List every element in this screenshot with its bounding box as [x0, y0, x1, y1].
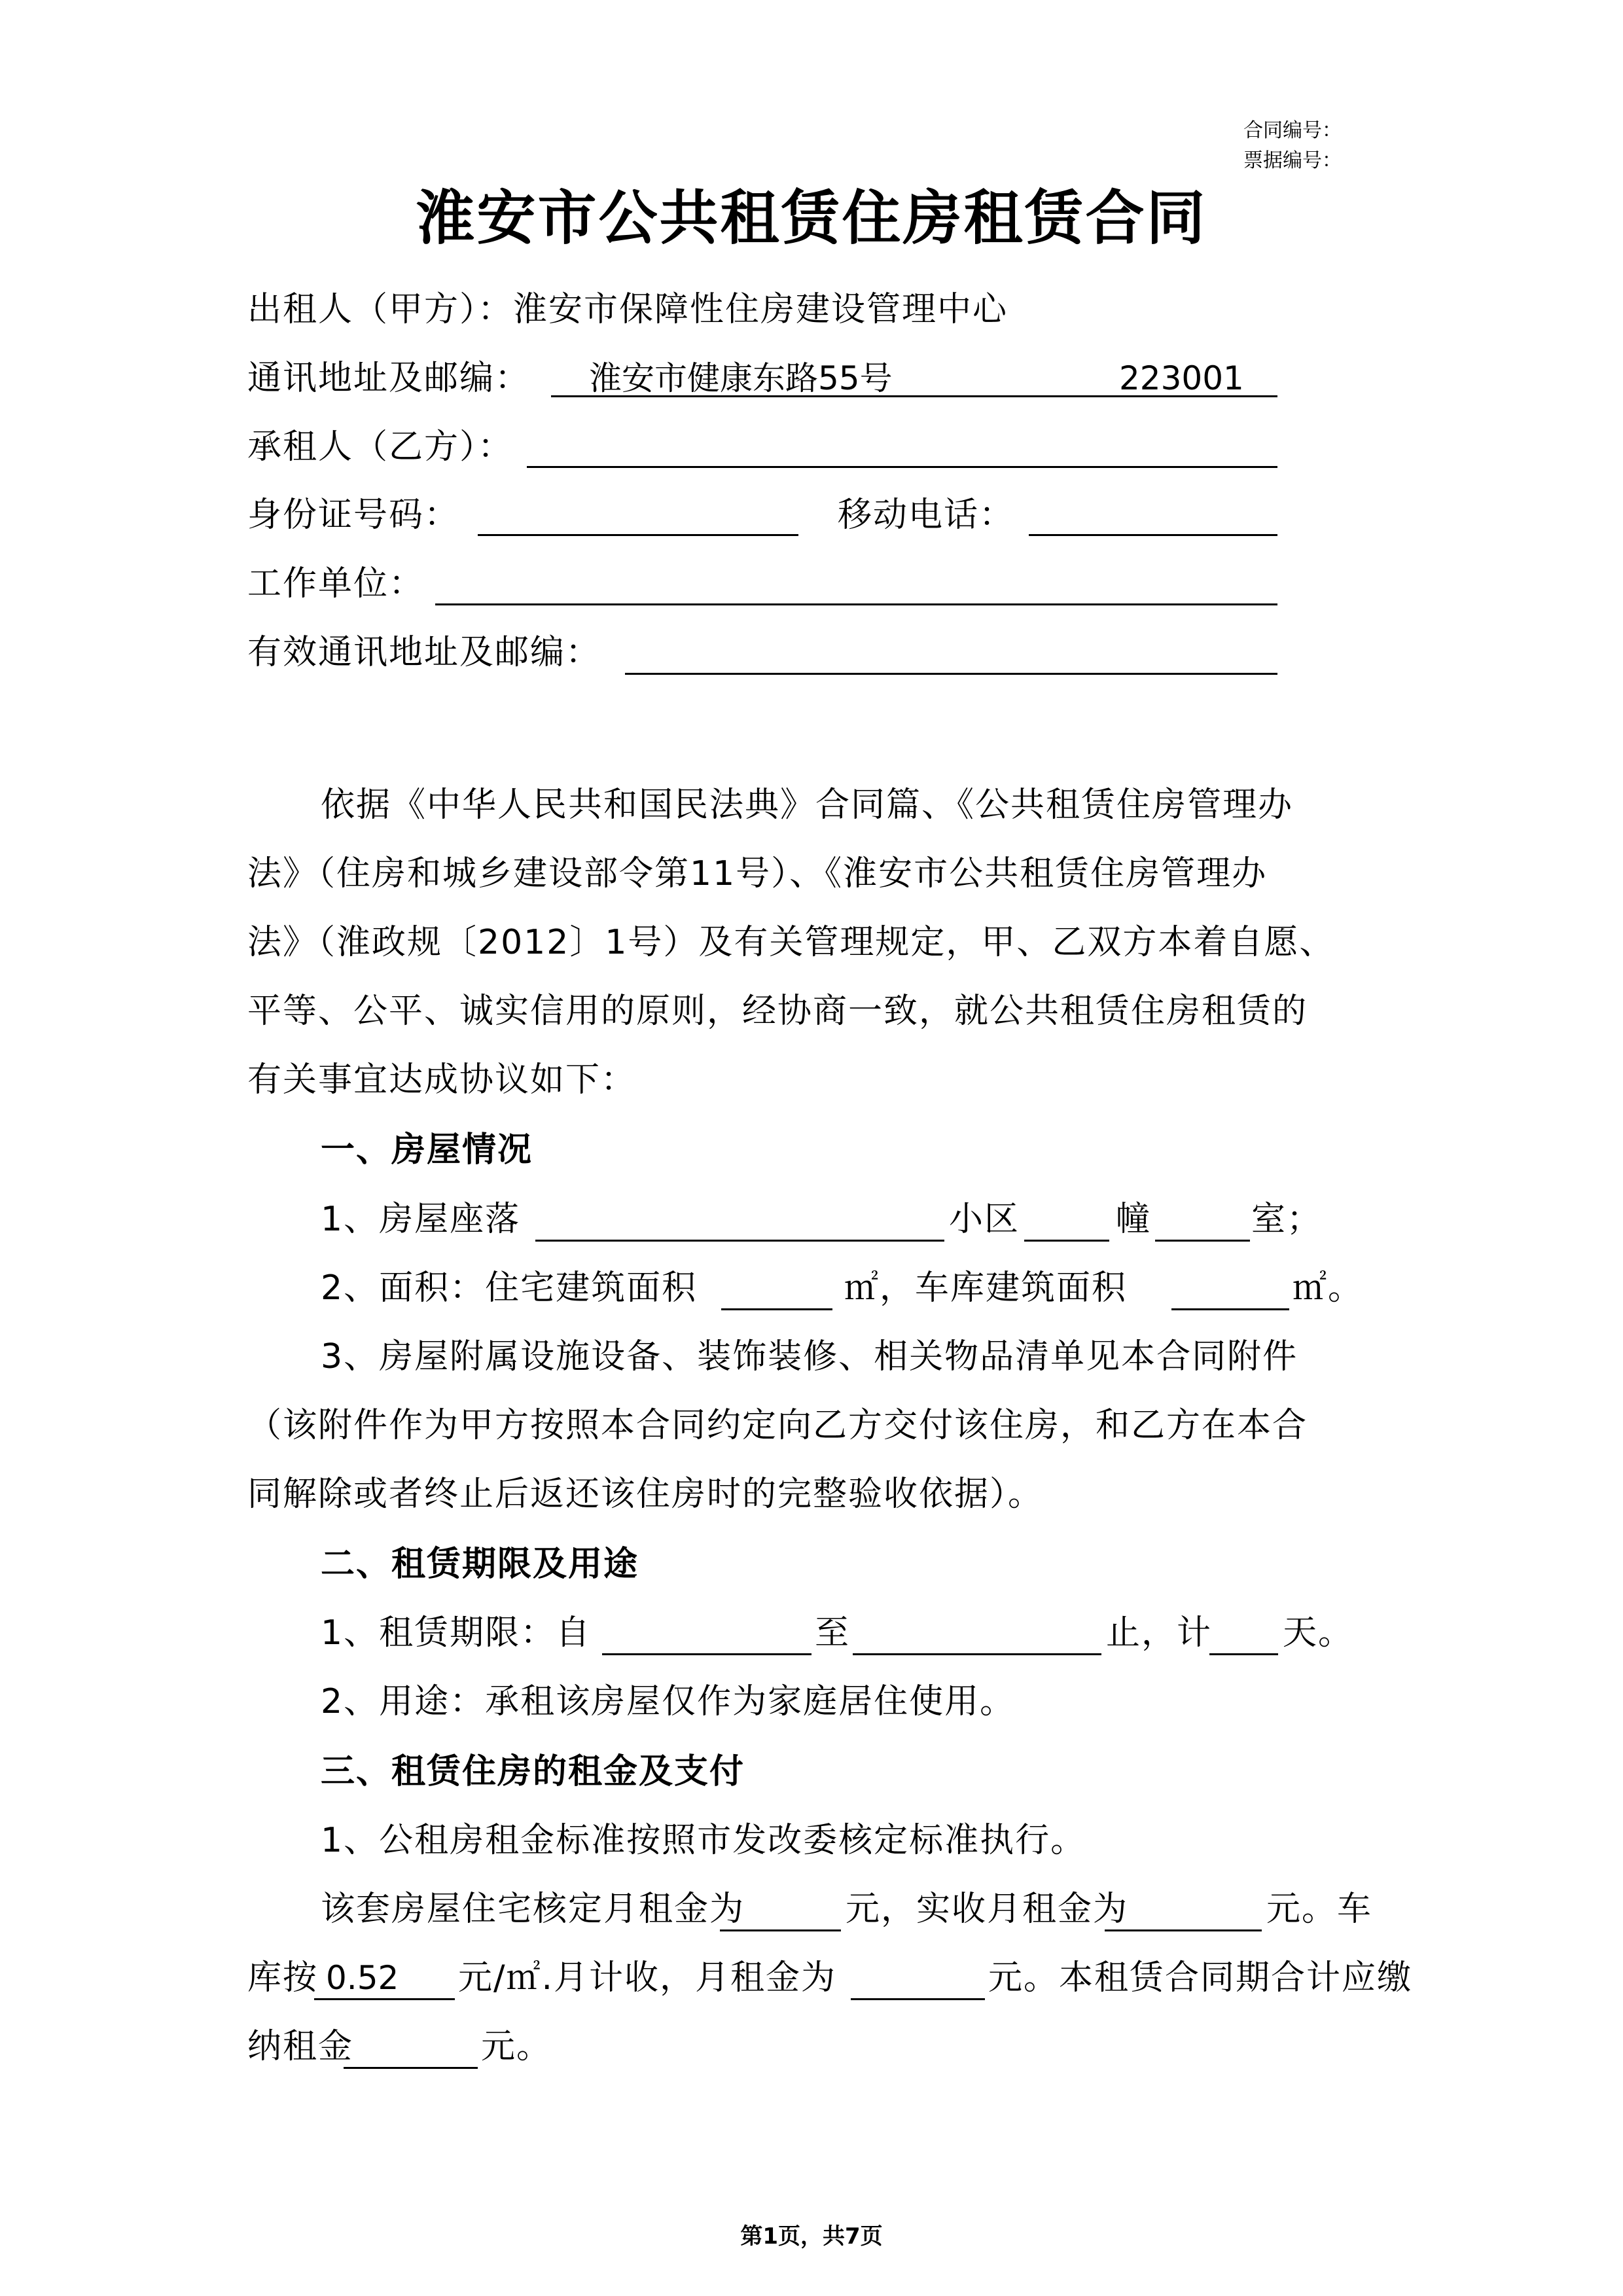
- preamble-line-5: 有关事宜达成协议如下：: [247, 1060, 637, 1100]
- lease-days-field[interactable]: [1209, 1653, 1278, 1655]
- s3-line3-text-a: 库按: [247, 1958, 319, 1998]
- s1-item1-text-d: 室；: [1251, 1200, 1323, 1239]
- s3-line3-text-c: 元。本租赁合同期合计应缴: [988, 1958, 1413, 1998]
- garage-rent-field[interactable]: [851, 1998, 985, 2000]
- mobile-label: 移动电话：: [838, 495, 1015, 535]
- actual-rent-field[interactable]: [1105, 1929, 1262, 1931]
- lessor-address-underline: [551, 395, 1277, 397]
- garage-area-field[interactable]: [1171, 1308, 1289, 1310]
- s2-item1-text-d: 天。: [1283, 1613, 1354, 1653]
- page-footer: 第1页，共7页: [740, 2223, 883, 2250]
- s1-item3-line-3: 同解除或者终止后返还该住房时的完整验收依据）。: [247, 1475, 1044, 1514]
- residential-area-field[interactable]: [721, 1308, 832, 1310]
- section-3-heading: 三、租赁住房的租金及支付: [321, 1752, 745, 1791]
- work-unit-field[interactable]: [435, 603, 1277, 605]
- s3-line4-text-a: 纳租金: [247, 2027, 354, 2066]
- total-rent-field[interactable]: [344, 2067, 478, 2069]
- work-unit-label: 工作单位：: [247, 564, 425, 603]
- s1-item2-text-c: ㎡。: [1293, 1268, 1364, 1308]
- s1-item2-text-a: 2、面积：住宅建筑面积: [321, 1268, 698, 1308]
- lessor-address-label: 通讯地址及邮编：: [247, 359, 531, 398]
- s2-item1-text-c: 止，计: [1106, 1613, 1213, 1653]
- contract-number-label: 合同编号：: [1243, 119, 1342, 142]
- s3-line2-text-a: 该套房屋住宅核定月租金为: [321, 1890, 745, 1929]
- s3-line3-text-b: 元/㎡.月计收，月租金为: [458, 1958, 837, 1998]
- id-number-field[interactable]: [478, 534, 798, 536]
- s2-item1-text-a: 1、租赁期限：自: [321, 1613, 592, 1653]
- lessor-line: 出租人（甲方）：淮安市保障性住房建设管理中心: [247, 290, 1008, 329]
- s1-item2-text-b: ㎡，车库建筑面积: [844, 1268, 1128, 1308]
- room-field[interactable]: [1155, 1240, 1250, 1242]
- s1-item1-text-b: 小区: [949, 1200, 1020, 1239]
- lease-start-field[interactable]: [602, 1653, 812, 1655]
- mobile-field[interactable]: [1029, 534, 1277, 536]
- building-field[interactable]: [1024, 1240, 1109, 1242]
- preamble-line-1: 依据《中华人民共和国民法典》合同篇、《公共租赁住房管理办: [321, 785, 1294, 825]
- preamble-line-2: 法》（住房和城乡建设部令第11号）、《淮安市公共租赁住房管理办: [247, 854, 1268, 893]
- approved-rent-field[interactable]: [720, 1929, 841, 1931]
- id-number-label: 身份证号码：: [247, 495, 460, 535]
- valid-address-field[interactable]: [625, 673, 1277, 675]
- s1-item1-text-a: 1、房屋座落: [321, 1200, 521, 1239]
- preamble-line-4: 平等、公平、诚实信用的原则，经协商一致，就公共租赁住房租赁的: [247, 992, 1308, 1031]
- s3-line2-text-b: 元，实收月租金为: [846, 1890, 1129, 1929]
- lessee-label: 承租人（乙方）：: [247, 427, 514, 467]
- lessor-postcode-value: 223001: [1119, 359, 1244, 397]
- valid-address-label: 有效通讯地址及邮编：: [247, 633, 601, 672]
- s1-item3-line-1: 3、房屋附属设施设备、装饰装修、相关物品清单见本合同附件: [321, 1337, 1298, 1376]
- lessor-address-value: 淮安市健康东路55号: [589, 359, 893, 397]
- preamble-line-3: 法》（淮政规〔2012〕1号）及有关管理规定，甲、乙双方本着自愿、: [247, 923, 1335, 962]
- section-2-heading: 二、租赁期限及用途: [321, 1545, 639, 1584]
- garage-rate-underline: [314, 1998, 455, 2000]
- s3-line4-text-b: 元。: [481, 2027, 552, 2066]
- s1-item1-text-c: 幢: [1116, 1200, 1152, 1239]
- location-field[interactable]: [535, 1240, 944, 1242]
- s1-item3-line-2: （该附件作为甲方按照本合同约定向乙方交付该住房，和乙方在本合: [247, 1406, 1308, 1445]
- s3-item1: 1、公租房租金标准按照市发改委核定标准执行。: [321, 1821, 1086, 1860]
- s2-item2: 2、用途：承租该房屋仅作为家庭居住使用。: [321, 1682, 1016, 1721]
- receipt-number-label: 票据编号：: [1243, 149, 1342, 172]
- lessee-field[interactable]: [527, 466, 1277, 468]
- s2-item1-text-b: 至: [815, 1613, 851, 1653]
- s3-line2-text-c: 元。车: [1266, 1890, 1373, 1929]
- document-title: 淮安市公共租赁住房租赁合同: [416, 183, 1207, 253]
- lease-end-field[interactable]: [853, 1653, 1101, 1655]
- section-1-heading: 一、房屋情况: [321, 1130, 533, 1170]
- garage-rate-value: 0.52: [326, 1959, 399, 1997]
